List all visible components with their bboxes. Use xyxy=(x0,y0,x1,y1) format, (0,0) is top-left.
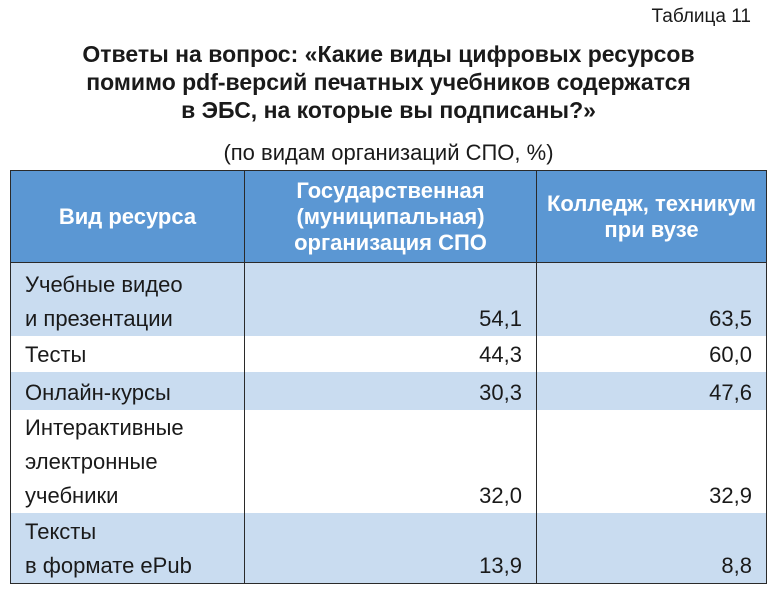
state-value: 13,9 xyxy=(245,513,537,584)
data-table xyxy=(10,170,767,584)
table-title: Ответы на вопрос: «Какие виды цифровых ресурсов помимо pdf-версий печатных учебников содержатся в ЭБС, на которые вы подписаны?» xyxy=(82,41,695,123)
table-row xyxy=(11,410,767,513)
college-value: 32,9 xyxy=(537,410,767,513)
table-row xyxy=(11,263,767,337)
header-row xyxy=(11,171,767,263)
college-value: 8,8 xyxy=(537,513,767,584)
table-row xyxy=(11,372,767,410)
row-label: Тексты в формате ePub xyxy=(11,513,245,584)
row-label: Интерактивные электронные учебники xyxy=(11,410,245,513)
header-college-at-university: Колледж, техникум при вузе xyxy=(537,171,767,263)
state-value: 30,3 xyxy=(245,372,537,410)
table-row xyxy=(11,336,767,372)
state-value: 44,3 xyxy=(245,336,537,372)
table-number: Таблица 11 xyxy=(651,6,751,27)
state-value: 32,0 xyxy=(245,410,537,513)
row-label: Онлайн-курсы xyxy=(11,372,245,410)
state-value: 54,1 xyxy=(245,263,537,337)
table-subtitle: (по видам организаций СПО, %) xyxy=(223,140,554,165)
college-value: 47,6 xyxy=(537,372,767,410)
college-value: 60,0 xyxy=(537,336,767,372)
table-row xyxy=(11,513,767,584)
row-label: Учебные видео и презентации xyxy=(11,263,245,337)
row-label: Тесты xyxy=(11,336,245,372)
header-resource-type: Вид ресурса xyxy=(11,171,245,263)
college-value: 63,5 xyxy=(537,263,767,337)
header-state-organization: Государственная (муниципальная) организация СПО xyxy=(245,171,537,263)
